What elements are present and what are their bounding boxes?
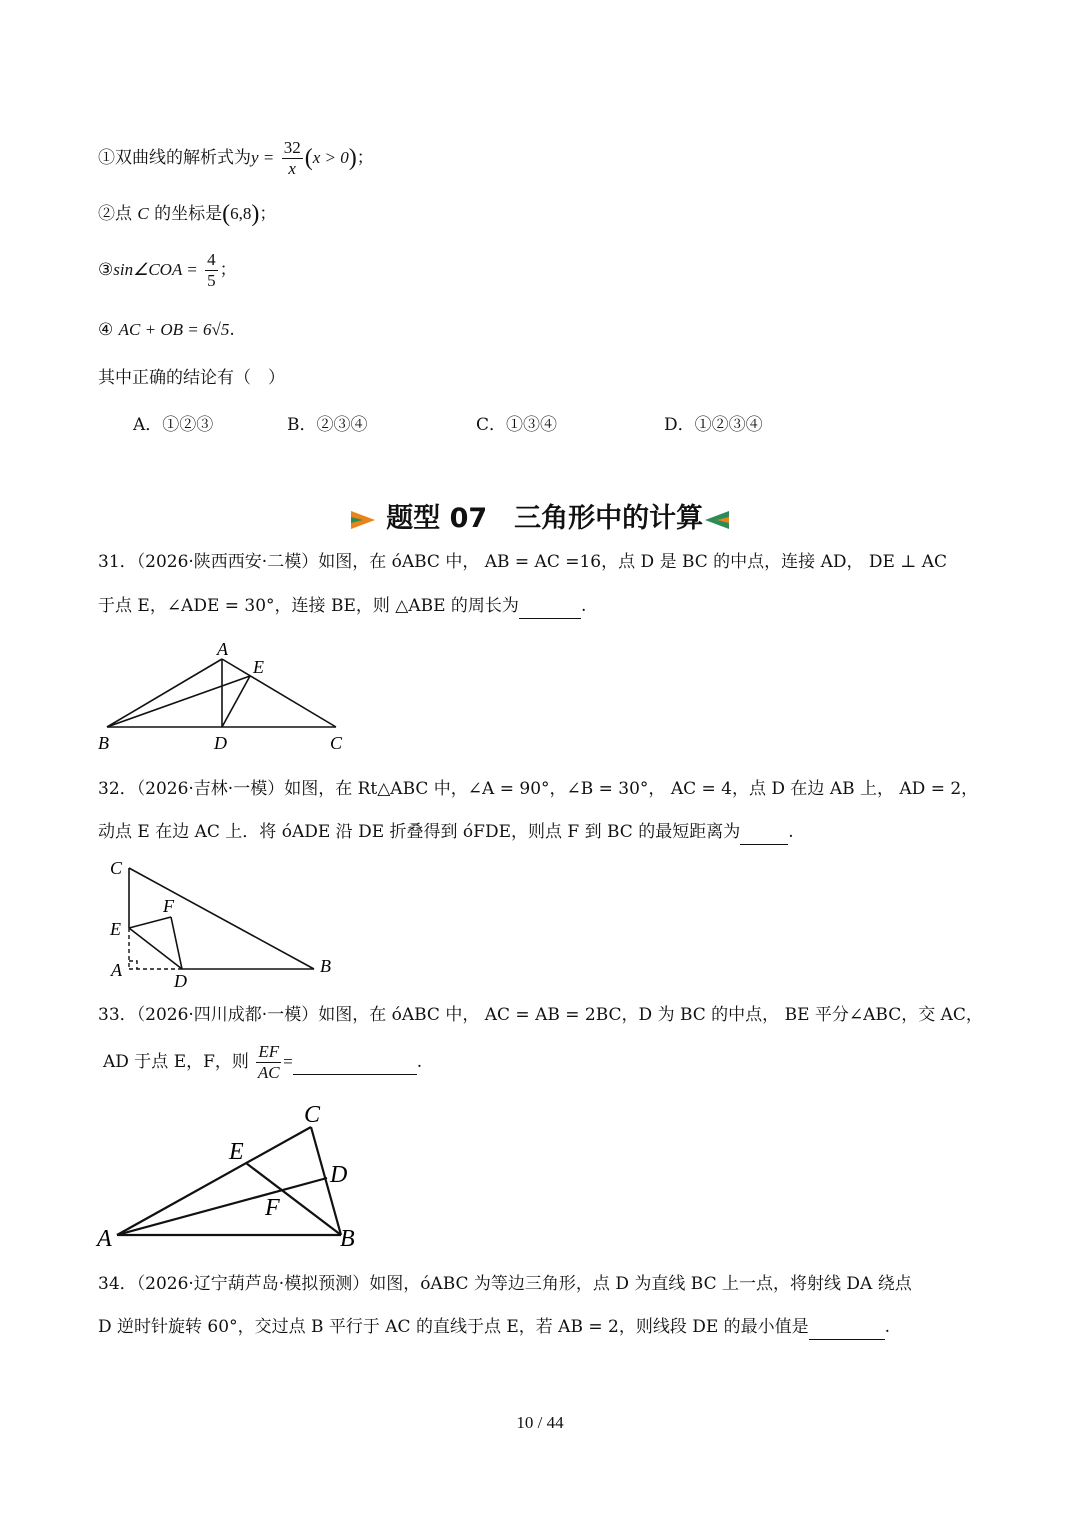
- fraction-denominator: 5: [207, 271, 216, 290]
- answer-blank-32[interactable]: [740, 820, 788, 845]
- q34-line1: 34．（2026·辽宁葫芦岛·模拟预测）如图，óABC 为等边三角形，点 D 为直线 BC 上一点，将射线 DA 绕点: [98, 1274, 912, 1294]
- statement-2-end: ；: [259, 204, 277, 224]
- q32-line2: [98, 820, 794, 845]
- q33-label-b: B: [340, 1226, 355, 1250]
- sum-expression: AC + OB = 6√5: [118, 320, 230, 339]
- point-c-coordinate: 6,8: [230, 204, 252, 223]
- fraction-denominator: AC: [257, 1063, 280, 1082]
- question-prompt: 其中正确的结论有（ ）: [98, 368, 285, 388]
- option-d-letter: D．: [664, 415, 695, 435]
- q32-figure: [100, 853, 350, 991]
- q34-line2-text: D 逆时针旋转 60°，交过点 B 平行于 AC 的直线于点 E，若 AB = 2，则线段 DE 的最小值是: [98, 1317, 809, 1337]
- q31-label-d: D: [214, 733, 227, 753]
- q32-line1: 32．（2026·吉林·一模）如图，在 Rt△ABC 中，∠A = 90°，∠B = 30°， AC = 4，点 D 在边 AB 上， AD = 2，: [98, 779, 979, 799]
- fraction-32-over-x: [282, 138, 303, 179]
- answer-blank-34[interactable]: [809, 1315, 885, 1340]
- q33-label-e: E: [229, 1139, 244, 1165]
- q32-label-c: C: [110, 858, 123, 878]
- statement-2: ②点 C 的坐标是(6,8)；: [98, 201, 277, 227]
- q31-line2-text: 于点 E，∠ADE = 30°，连接 BE，则 △ABE 的周长为: [98, 596, 519, 616]
- fraction-numerator: 32: [283, 138, 301, 157]
- statement-1: ①双曲线的解析式为y = $\frac{32}{x}$ (x > 0)；: [98, 138, 374, 178]
- option-d-text: ①②③④: [694, 415, 763, 435]
- statement-4-end: .: [229, 320, 235, 340]
- q31-figure: [90, 635, 360, 757]
- answer-blank-31[interactable]: [519, 594, 581, 619]
- option-c[interactable]: [476, 410, 557, 435]
- q33-label-f: F: [265, 1195, 280, 1221]
- q33-label-c: C: [304, 1102, 321, 1128]
- q33-line2-end: .: [416, 1052, 423, 1072]
- option-b[interactable]: [287, 410, 368, 435]
- q33-label-d: D: [330, 1162, 348, 1188]
- option-d[interactable]: [664, 410, 763, 435]
- option-b-letter: B．: [287, 415, 317, 435]
- q31-line1: 31．（2026·陕西西安·二模）如图，在 óABC 中， AB = AC =16，点 D 是 BC 的中点，连接 AD， DE ⊥ AC: [98, 552, 948, 572]
- statement-4-text: ④: [98, 320, 114, 340]
- q32-line2-text: 动点 E 在边 AC 上．将 óADE 沿 DE 折叠得到 óFDE，则点 F 到 BC 的最短距离为: [98, 822, 741, 842]
- q31-label-e: E: [253, 657, 264, 677]
- section-title: 题型 07 三角形中的计算: [386, 503, 704, 534]
- q32-label-e: E: [110, 919, 121, 939]
- q34-line2: [98, 1315, 890, 1340]
- q32-label-a: A: [111, 960, 122, 980]
- option-c-letter: C．: [476, 415, 507, 435]
- equals-sign: =: [283, 1052, 293, 1071]
- option-a-text: ①②③: [162, 415, 214, 435]
- q32-label-b: B: [320, 956, 331, 976]
- fraction-4-over-5: [205, 250, 218, 291]
- statement-3-end: ；: [219, 260, 237, 280]
- domain-condition: x > 0: [312, 148, 349, 167]
- q31-line2-end: .: [580, 596, 587, 616]
- q31-label-a: A: [217, 639, 228, 659]
- point-c-label: C: [137, 204, 149, 223]
- answer-blank-33[interactable]: [293, 1050, 417, 1075]
- option-c-text: ①③④: [506, 415, 558, 435]
- statement-2-mid: 的坐标是: [154, 204, 223, 224]
- statement-1-text: ①双曲线的解析式为: [98, 148, 251, 168]
- q32-label-d: D: [174, 971, 187, 991]
- page-number: 10 / 44: [516, 1413, 564, 1432]
- q32-label-f: F: [163, 896, 174, 916]
- q33-figure: [90, 1098, 380, 1250]
- section-heading: [0, 496, 1080, 535]
- q31-line2: [98, 594, 586, 619]
- arrow-left-icon: [703, 509, 731, 531]
- statement-4: [98, 318, 235, 342]
- q33-line2: [103, 1042, 422, 1083]
- q33-line1: 33．（2026·四川成都·一模）如图，在 óABC 中， AC = AB = 2BC，D 为 BC 的中点， BE 平分∠ABC，交 AC，: [98, 1005, 983, 1025]
- q31-label-c: C: [330, 733, 343, 753]
- q31-label-b: B: [98, 733, 109, 753]
- fraction-denominator: x: [288, 159, 296, 178]
- statement-2-text: ②点: [98, 204, 132, 224]
- q33-label-a: A: [97, 1226, 112, 1250]
- statement-3-text: ③: [98, 260, 114, 280]
- option-a-letter: A．: [133, 415, 163, 435]
- statement-1-end: ；: [356, 148, 374, 168]
- fraction-numerator: 4: [207, 250, 216, 269]
- fraction-ef-over-ac: [256, 1042, 281, 1083]
- q32-line2-end: .: [788, 822, 794, 842]
- statement-3: [98, 250, 237, 291]
- q34-line2-end: .: [884, 1317, 891, 1337]
- arrow-right-icon: [349, 509, 377, 531]
- sine-expression: sin∠COA =: [113, 260, 198, 279]
- option-b-text: ②③④: [316, 415, 368, 435]
- statement-1-y: y =: [251, 148, 275, 167]
- fraction-numerator: EF: [258, 1042, 280, 1061]
- option-a[interactable]: [133, 410, 213, 435]
- q33-line2-text: AD 于点 E，F，则: [103, 1052, 249, 1072]
